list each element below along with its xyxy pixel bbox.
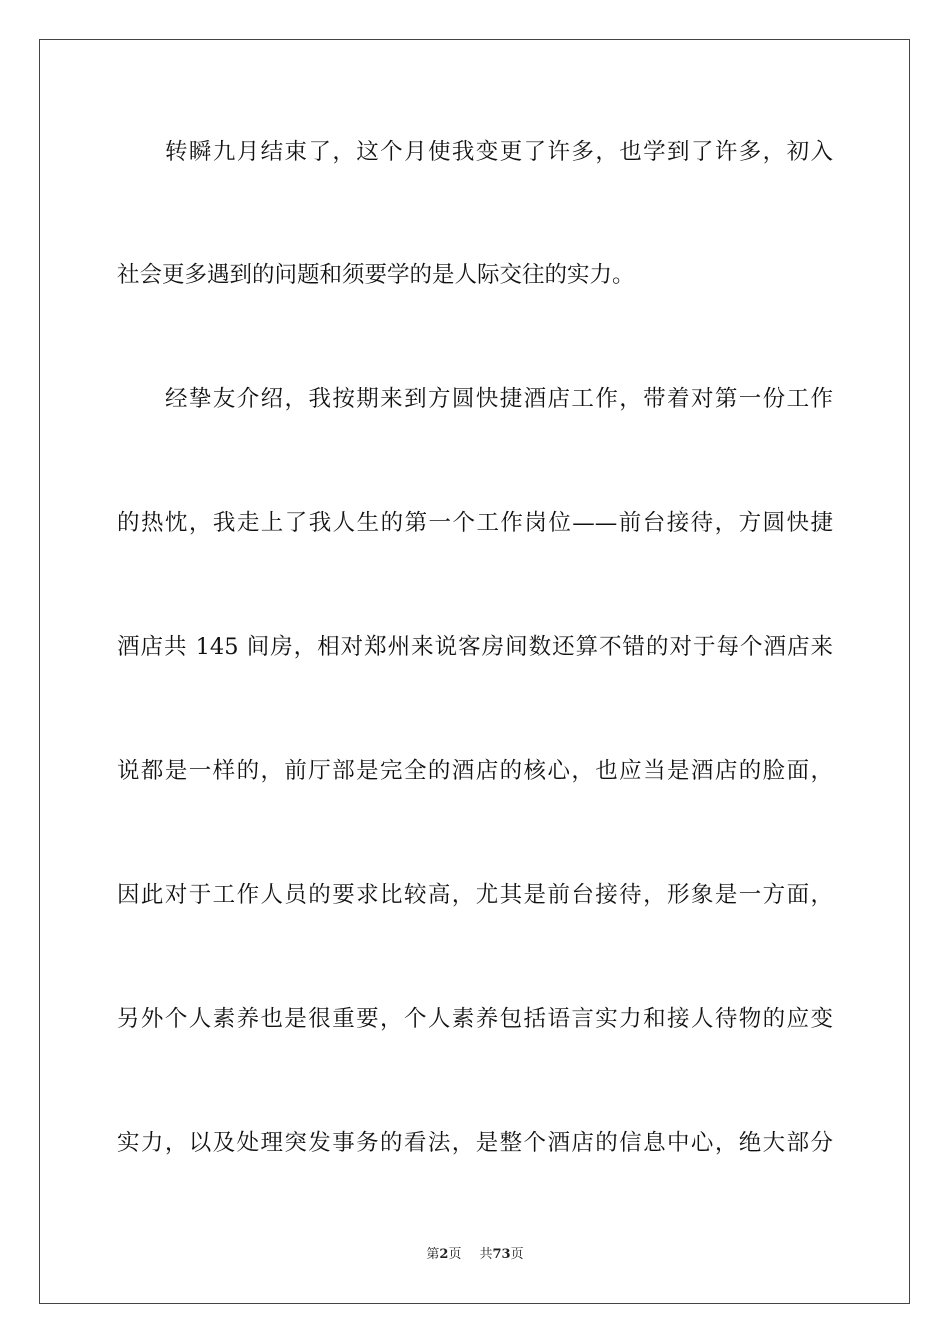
page-border <box>39 39 910 1304</box>
paragraph-2-line-5: 因此对于工作人员的要求比较高，尤其是前台接待，形象是一方面， <box>117 882 833 908</box>
page-footer <box>0 1246 950 1264</box>
paragraph-2-line-4: 说都是一样的，前厅部是完全的酒店的核心，也应当是酒店的脸面， <box>117 758 833 784</box>
paragraph-1-line-1: 转瞬九月结束了，这个月使我变更了许多，也学到了许多，初入 <box>165 139 833 165</box>
page-suffix: 页 <box>448 1247 462 1262</box>
paragraph-2-line-7: 实力，以及处理突发事务的看法，是整个酒店的信息中心，绝大部分 <box>117 1130 833 1156</box>
paragraph-2-line-6: 另外个人素养也是很重要，个人素养包括语言实力和接人待物的应变 <box>117 1006 833 1032</box>
total-prefix: 共 <box>479 1247 493 1262</box>
paragraph-2-line-2: 的热忱，我走上了我人生的第一个工作岗位——前台接待，方圆快捷 <box>117 510 833 536</box>
page-prefix: 第 <box>426 1247 440 1262</box>
page-number: 2 <box>439 1247 449 1262</box>
paragraph-2-line-3: 酒店共 145 间房，相对郑州来说客房间数还算不错的对于每个酒店来 <box>117 634 833 660</box>
paragraph-1-line-2: 社会更多遇到的问题和须要学的是人际交往的实力。 <box>117 262 635 288</box>
total-suffix: 页 <box>510 1247 524 1262</box>
total-pages: 73 <box>492 1247 511 1262</box>
paragraph-2-line-1: 经挚友介绍，我按期来到方圆快捷酒店工作，带着对第一份工作 <box>165 386 833 412</box>
